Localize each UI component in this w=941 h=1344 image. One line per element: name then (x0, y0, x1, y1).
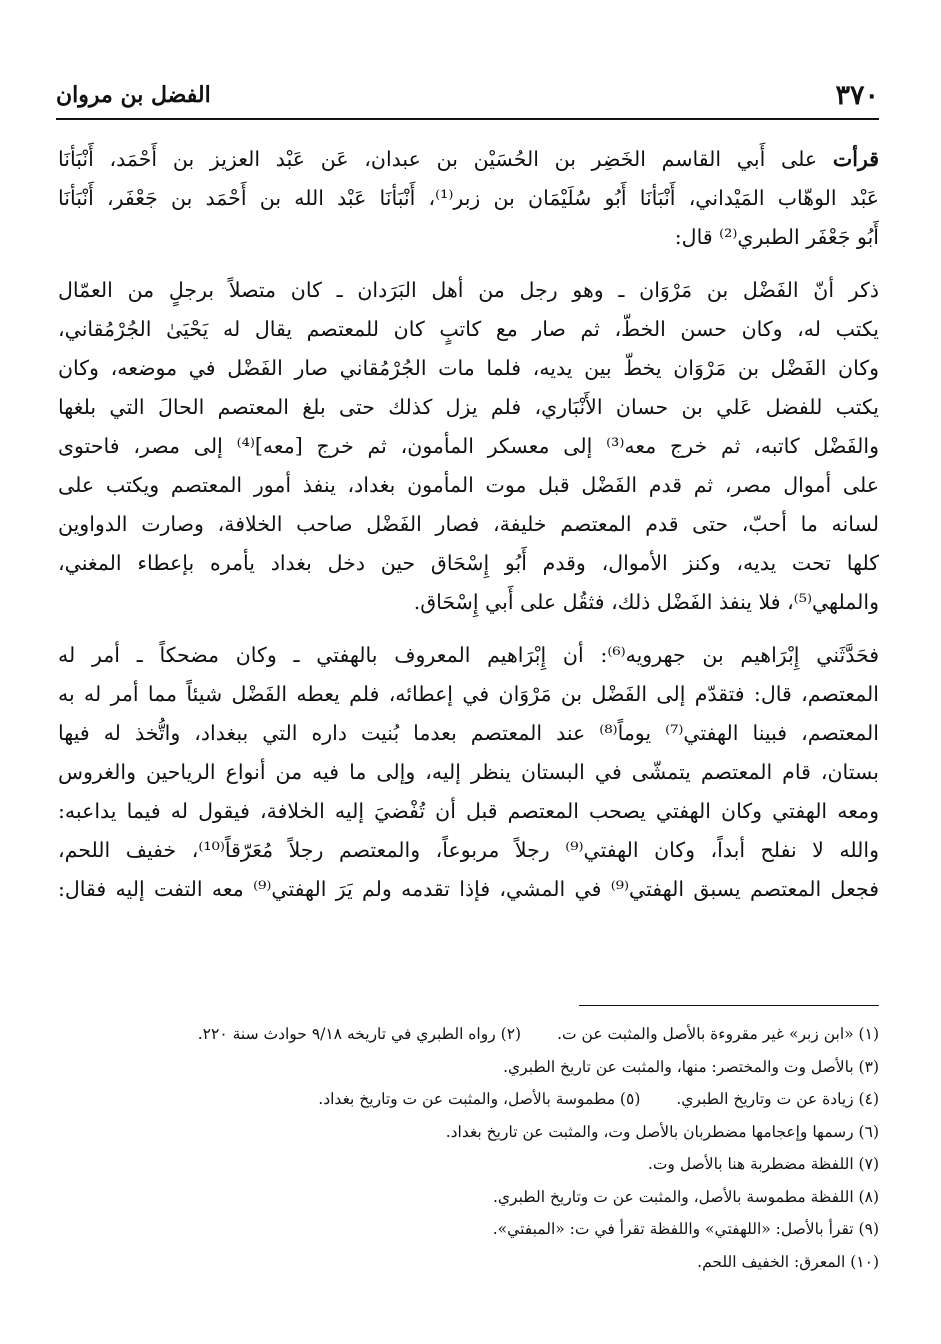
text-line: والفَضْل كاتبه، ثم خرج معه⁽³⁾ إلى معسكر المأمون، ثم خرج [معه]⁽⁴⁾ إلى مصر، فاحتوى (58, 434, 879, 458)
footnote-row (58, 1051, 879, 1084)
paragraph-2 (58, 271, 879, 622)
footnote: (٨) اللفظة مطموسة بالأصل، والمثبت عن ت وتاريخ الطبري. (493, 1187, 879, 1206)
text-line: والله لا نفلح أبداً، وكان الهفتي⁽⁹⁾ رجلاً مربوعاً، والمعتصم رجلاً مُعَرّقاً⁽¹⁰⁾، خفيف اللحم، (58, 838, 879, 862)
footnote: (٥) مطموسة بالأصل، والمثبت عن ت وتاريخ بغداد. (318, 1090, 641, 1108)
footnote: (٧) اللفظة مضطربة هنا بالأصل وت. (647, 1155, 879, 1173)
text-line: لسانه ما أحبّ، حتى قدم المعتصم خليفة، فصار الفَضْل صاحب الخلافة، وصارت الدواوين (58, 512, 879, 536)
text-line: وكان الفَضْل بن مَرْوَان يخطّ بين يديه، فلما مات الجُرْمُقاني صار الفَضْل في موضعه، وكان (58, 356, 879, 380)
footnotes (58, 1018, 879, 1278)
page-header (56, 70, 879, 120)
main-text (58, 140, 879, 909)
text-line: المعتصم، قال: فتقدّم إلى الفَضْل بن مَرْوَان في إعطائه، فلم يعطه الفَضْل شيئاً مما أمر له به (58, 682, 879, 706)
header-rule (56, 118, 879, 120)
text-line: عَبْد الوهّاب المَيْداني، أَنْبَأنَا أَبُو سُلَيْمَان بن زبر⁽¹⁾، أَنْبَأنَا عَبْد الله بن أَحْمَد بن جَعْفَر، أَنْبَأنَا (58, 186, 879, 210)
page-number: ٣٧٠ (835, 79, 879, 111)
footnote: (١٠) المعرق: الخفيف اللحم. (697, 1252, 879, 1271)
text-line: والملهي⁽⁵⁾، فلا ينفذ الفَضْل ذلك، فثقُل على أَبي إِسْحَاق. (413, 590, 879, 614)
paragraph-1 (58, 140, 879, 257)
footnote-row (58, 1116, 879, 1149)
footnote: (٦) رسمها وإعجامها مضطربان بالأصل وت، والمثبت عن تاريخ بغداد. (445, 1122, 879, 1141)
footnote-rule (579, 1005, 879, 1006)
footnote: (٢) رواه الطبري في تاريخه ٩/١٨ حوادث سنة ٢٢٠. (197, 1025, 522, 1043)
footnote: (٣) بالأصل وت والمختصر: منها، والمثبت عن تاريخ الطبري. (503, 1057, 879, 1076)
footnote: (٤) زيادة عن ت وتاريخ الطبري. (676, 1090, 879, 1108)
footnote-row (58, 1246, 879, 1279)
footnote: (١) «ابن زبر» غير مقروءة بالأصل والمثبت عن ت. (557, 1025, 879, 1043)
text-line: على أموال مصر، ثم قدم الفَضْل قبل موت المأمون بغداد، ينفذ أمور المعتصم ويكتب على (58, 473, 879, 497)
text-line: ذكر أنّ الفَضْل بن مَرْوَان ـ وهو رجل من أهل البَرَدان ـ كان متصلاً برجلٍ من العمّال (58, 278, 879, 302)
footnote: (٩) تقرأ بالأصل: «اللهفتي» واللفظة تقرأ في ت: «المبفتي». (492, 1220, 879, 1238)
text-line: يكتب للفضل عَلي بن حسان الأَنْبَاري، فلم يزل كذلك حتى بلغ المعتصم الحالَ التي بلغها (58, 395, 879, 419)
text-line: قرأت على أَبي القاسم الخَضِر بن الحُسَيْن بن عبدان، عَن عَبْد العزيز بن أَحْمَد، أَنْبَأنَا (58, 147, 879, 171)
text-line: كلها تحت يديه، وكنز الأموال، وقدم أَبُو إِسْحَاق حين دخل بغداد يأمره بإعطاء المغني، (58, 551, 879, 575)
footnote-row (58, 1083, 879, 1116)
footnote-row (58, 1213, 879, 1246)
text-line: يكتب له، وكان حسن الخطّ، ثم صار مع كاتبٍ كان للمعتصم يقال له يَحْيَىٰ الجُرْمُقاني، (58, 317, 879, 341)
running-title: الفضل بن مروان (56, 82, 211, 108)
text-line: أَبُو جَعْفَر الطبري⁽²⁾ قال: (674, 225, 879, 249)
text-line: فجعل المعتصم يسبق الهفتي⁽⁹⁾ في المشي، فإذا تقدمه ولم يَرَ الهفتي⁽⁹⁾ معه التفت إليه فقال: (58, 877, 879, 901)
text-line: بستان، قام المعتصم يتمشّى في البستان ينظر إليه، وإلى ما فيه من أنواع الرياحين والغروس (58, 760, 879, 784)
paragraph-lead-word: قرأت (832, 147, 879, 171)
text-line: فحَدَّثَني إِبْرَاهيم بن جهرويه⁽⁶⁾: أن إِبْرَاهيم المعروف بالهفتي ـ وكان مضحكاً ـ أمر له (58, 643, 879, 667)
footnote-row (58, 1148, 879, 1181)
text-line: ومعه الهفتي وكان الهفتي يصحب المعتصم قبل أن تُفْضيَ إليه الخلافة، فيقول له فيما يداعبه: (58, 799, 879, 823)
paragraph-3 (58, 636, 879, 909)
footnote-row (58, 1018, 879, 1051)
footnote-row (58, 1181, 879, 1214)
text-line: المعتصم، فبينا الهفتي⁽⁷⁾ يوماً⁽⁸⁾ عند المعتصم بعدما بُنيت داره التي ببغداد، واتُّخذ له فيها (58, 721, 879, 745)
